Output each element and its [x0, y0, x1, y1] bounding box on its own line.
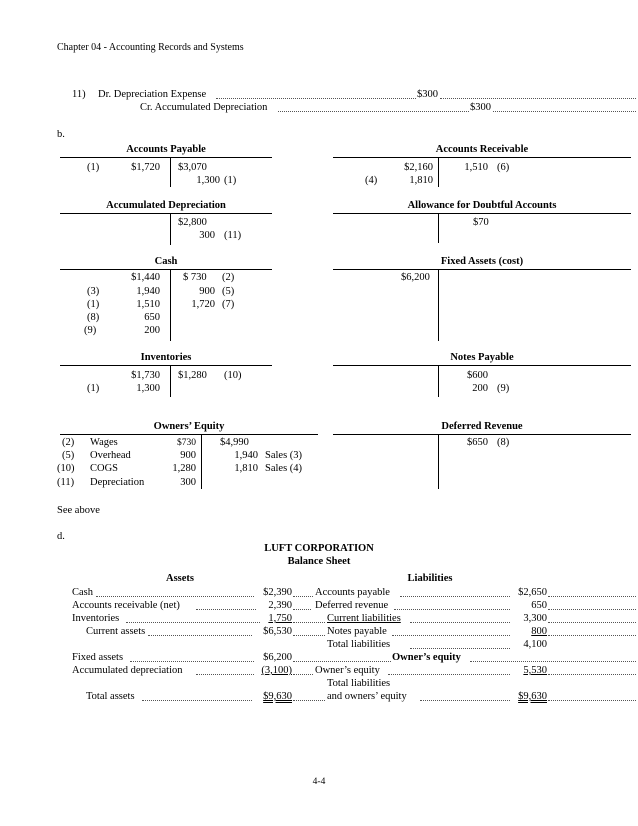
assets-heading: Assets	[166, 573, 194, 584]
t-account-title: Allowance for Doubtful Accounts	[407, 200, 557, 211]
leader-dots	[96, 596, 254, 597]
credit-amount: $300	[470, 102, 491, 113]
leader-dots	[548, 635, 636, 636]
debit-account: Dr. Depreciation Expense	[98, 89, 207, 100]
leader-dots	[400, 596, 510, 597]
t-account-divider	[170, 157, 171, 187]
leader-dots	[548, 674, 636, 675]
t-account-title: Deferred Revenue	[441, 421, 523, 432]
company-name: LUFT CORPORATION	[264, 543, 374, 554]
bs-amount: 800	[531, 626, 547, 637]
leader-dots	[148, 635, 252, 636]
t-account-rule	[60, 434, 318, 435]
leader-dots	[420, 700, 510, 701]
page-number: 4-4	[312, 777, 326, 787]
bs-amount: $6,530	[263, 626, 292, 637]
bs-label: Accounts payable	[315, 587, 390, 598]
bs-amount: 2,390	[268, 600, 292, 611]
bs-amount: 5,530	[523, 665, 547, 676]
part-b-label: b.	[57, 129, 65, 140]
bs-label: Total liabilities	[327, 678, 391, 689]
t-account-title: Owners’ Equity	[153, 421, 225, 432]
t-account-rule	[60, 365, 272, 366]
t-account-divider	[438, 434, 439, 489]
t-account-divider	[201, 434, 202, 489]
leader-dots	[388, 674, 510, 675]
t-account-rule	[60, 213, 272, 214]
bs-amount: $9,630	[518, 691, 547, 702]
leader-dots	[293, 674, 313, 675]
chapter-header: Chapter 04 - Accounting Records and Systems	[57, 42, 244, 53]
see-above-note: See above	[57, 505, 100, 516]
bs-label: Current liabilities	[327, 613, 401, 624]
bs-label: and owners’ equity	[327, 691, 407, 702]
statement-title: Balance Sheet	[287, 556, 351, 567]
t-account-title: Inventories	[140, 352, 192, 363]
t-account-rule	[333, 157, 631, 158]
leader-dots	[410, 622, 510, 623]
t-account-divider	[438, 157, 439, 187]
bs-label: Accumulated depreciation	[72, 665, 183, 676]
leader-dots	[493, 111, 636, 112]
leader-dots	[392, 635, 510, 636]
liabilities-heading: Liabilities	[407, 573, 453, 584]
leader-dots	[548, 622, 636, 623]
bs-amount: (3,100)	[261, 665, 292, 676]
leader-dots	[130, 661, 254, 662]
bs-label: Cash	[72, 587, 93, 598]
bs-label: Current assets	[86, 626, 146, 637]
equity-heading: Owner’s equity	[392, 652, 461, 663]
leader-dots	[126, 622, 260, 623]
leader-dots	[216, 98, 416, 99]
t-account-rule	[60, 269, 272, 270]
t-account-title: Cash	[154, 256, 178, 267]
bs-label: Deferred revenue	[315, 600, 389, 611]
bs-label: Notes payable	[327, 626, 387, 637]
leader-dots	[293, 609, 311, 610]
bs-label: Total liabilities	[327, 639, 391, 650]
leader-dots	[142, 700, 252, 701]
bs-amount: 1,750	[268, 613, 292, 624]
leader-dots	[196, 674, 254, 675]
t-account-rule	[60, 157, 272, 158]
leader-dots	[293, 596, 313, 597]
t-account-rule	[333, 213, 631, 214]
t-account-rule	[333, 365, 631, 366]
debit-amount: $300	[417, 89, 438, 100]
t-account-title: Accumulated Depreciation	[106, 200, 226, 211]
entry-number: 11)	[72, 89, 86, 100]
bs-amount: $2,650	[518, 587, 547, 598]
bs-label: Owner’s equity	[315, 665, 380, 676]
t-account-rule	[333, 269, 631, 270]
leader-dots	[548, 609, 636, 610]
leader-dots	[293, 622, 325, 623]
t-account-divider	[170, 213, 171, 245]
t-account-title: Accounts Payable	[126, 144, 206, 155]
bs-label: Accounts receivable (net)	[72, 600, 180, 611]
leader-dots	[470, 661, 636, 662]
t-account-divider	[438, 365, 439, 397]
t-account-rule	[333, 434, 631, 435]
leader-dots	[394, 609, 510, 610]
leader-dots	[293, 661, 391, 662]
credit-account: Cr. Accumulated Depreciation	[140, 102, 268, 113]
bs-amount: 4,100	[523, 639, 547, 650]
leader-dots	[293, 635, 325, 636]
bs-label: Total assets	[86, 691, 135, 702]
t-account-divider	[170, 365, 171, 397]
t-account-title: Notes Payable	[450, 352, 514, 363]
bs-amount: $2,390	[263, 587, 292, 598]
bs-amount: 3,300	[523, 613, 547, 624]
bs-amount: $9,630	[263, 691, 292, 702]
t-account-divider	[438, 269, 439, 341]
t-account-divider	[438, 213, 439, 243]
t-account-title: Accounts Receivable	[435, 144, 529, 155]
leader-dots	[278, 111, 469, 112]
leader-dots	[196, 609, 256, 610]
leader-dots	[293, 700, 325, 701]
t-account-divider	[170, 269, 171, 341]
leader-dots	[548, 700, 636, 701]
bs-label: Inventories	[72, 613, 120, 624]
part-d-label: d.	[57, 531, 65, 542]
leader-dots	[410, 648, 510, 649]
t-account-title: Fixed Assets (cost)	[440, 256, 524, 267]
leader-dots	[440, 98, 636, 99]
leader-dots	[548, 596, 636, 597]
bs-amount: $6,200	[263, 652, 292, 663]
bs-label: Fixed assets	[72, 652, 124, 663]
bs-amount: 650	[531, 600, 547, 611]
